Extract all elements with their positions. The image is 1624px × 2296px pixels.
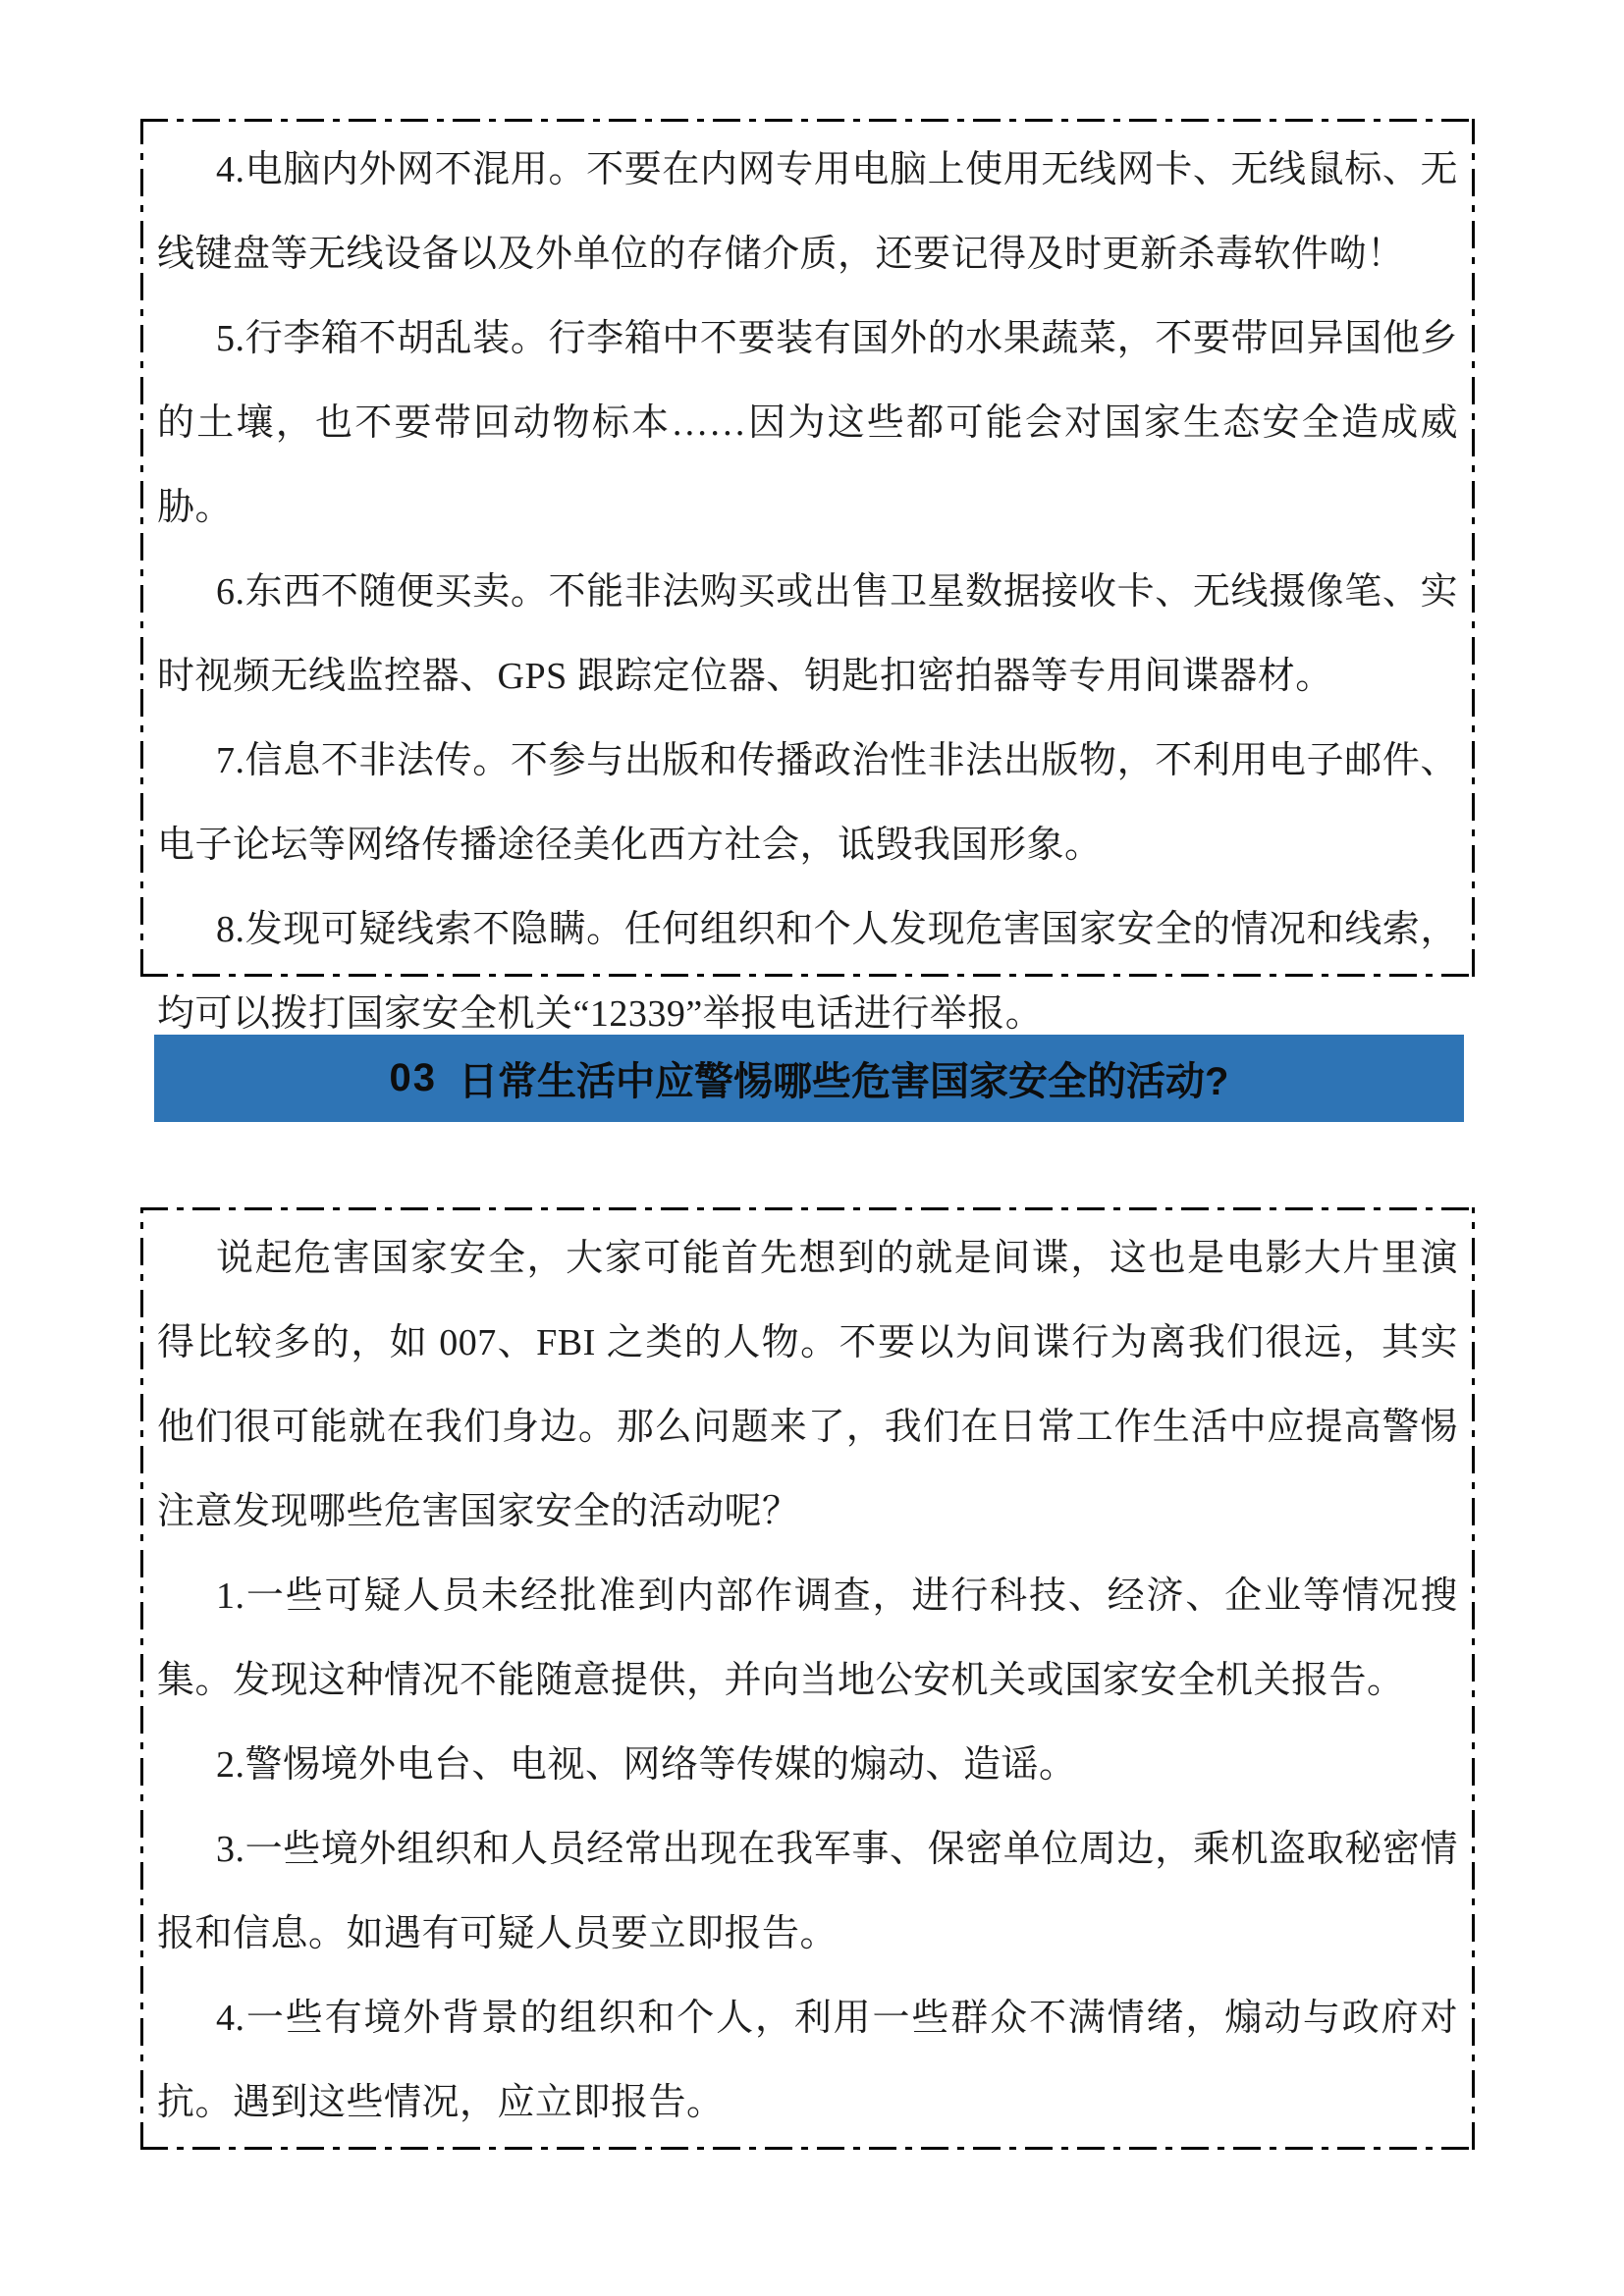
paragraph: 1.一些可疑人员未经批准到内部作调查，进行科技、经济、企业等情况搜集。发现这种情况不能随意提供，并向当地公安机关或国家安全机关报告。: [157, 1575, 1458, 1701]
section-number: 03: [389, 1056, 438, 1099]
paragraph: 说起危害国家安全，大家可能首先想到的就是间谍，这也是电影大片里演得比较多的，如 007、FBI 之类的人物。不要以为间谍行为离我们很远，其实他们很可能就在我们身边。那么问题来了，我们在日常工作生活中应提高警惕注意发现哪些危害国家安全的活动呢？: [157, 1238, 1458, 1532]
paragraph: 8.发现可疑线索不隐瞒。任何组织和个人发现危害国家安全的情况和线索，均可以拨打国家安全机关“12339”举报电话进行举报。: [157, 909, 1458, 1035]
section-header-bar: [154, 1035, 1464, 1122]
dashed-box-daily-warning-activities: [140, 1207, 1475, 2150]
paragraph: 3.一些境外组织和人员经常出现在我军事、保密单位周边，乘机盗取秘密情报和信息。如遇有可疑人员要立即报告。: [157, 1829, 1458, 1954]
paragraph: 4.电脑内外网不混用。不要在内网专用电脑上使用无线网卡、无线鼠标、无线键盘等无线设备以及外单位的存储介质，还要记得及时更新杀毒软件呦！: [157, 149, 1458, 275]
dashed-box-security-tips: [140, 119, 1475, 1035]
section-title: 日常生活中应警惕哪些危害国家安全的活动?: [459, 1060, 1229, 1103]
paragraph: 6.东西不随便买卖。不能非法购买或出售卫星数据接收卡、无线摄像笔、实时视频无线监控器、GPS 跟踪定位器、钥匙扣密拍器等专用间谍器材。: [157, 571, 1458, 697]
paragraph: 2.警惕境外电台、电视、网络等传媒的煽动、造谣。: [216, 1744, 1077, 1786]
paragraph: 7.信息不非法传。不参与出版和传播政治性非法出版物，不利用电子邮件、电子论坛等网络传播途径美化西方社会，诋毁我国形象。: [157, 740, 1458, 866]
paragraph: 5.行李箱不胡乱装。行李箱中不要装有国外的水果蔬菜，不要带回异国他乡的土壤，也不要带回动物标本……因为这些都可能会对国家生态安全造成威胁。: [157, 318, 1458, 528]
paragraph: 4.一些有境外背景的组织和个人，利用一些群众不满情绪，煽动与政府对抗。遇到这些情况，应立即报告。: [157, 1998, 1458, 2123]
